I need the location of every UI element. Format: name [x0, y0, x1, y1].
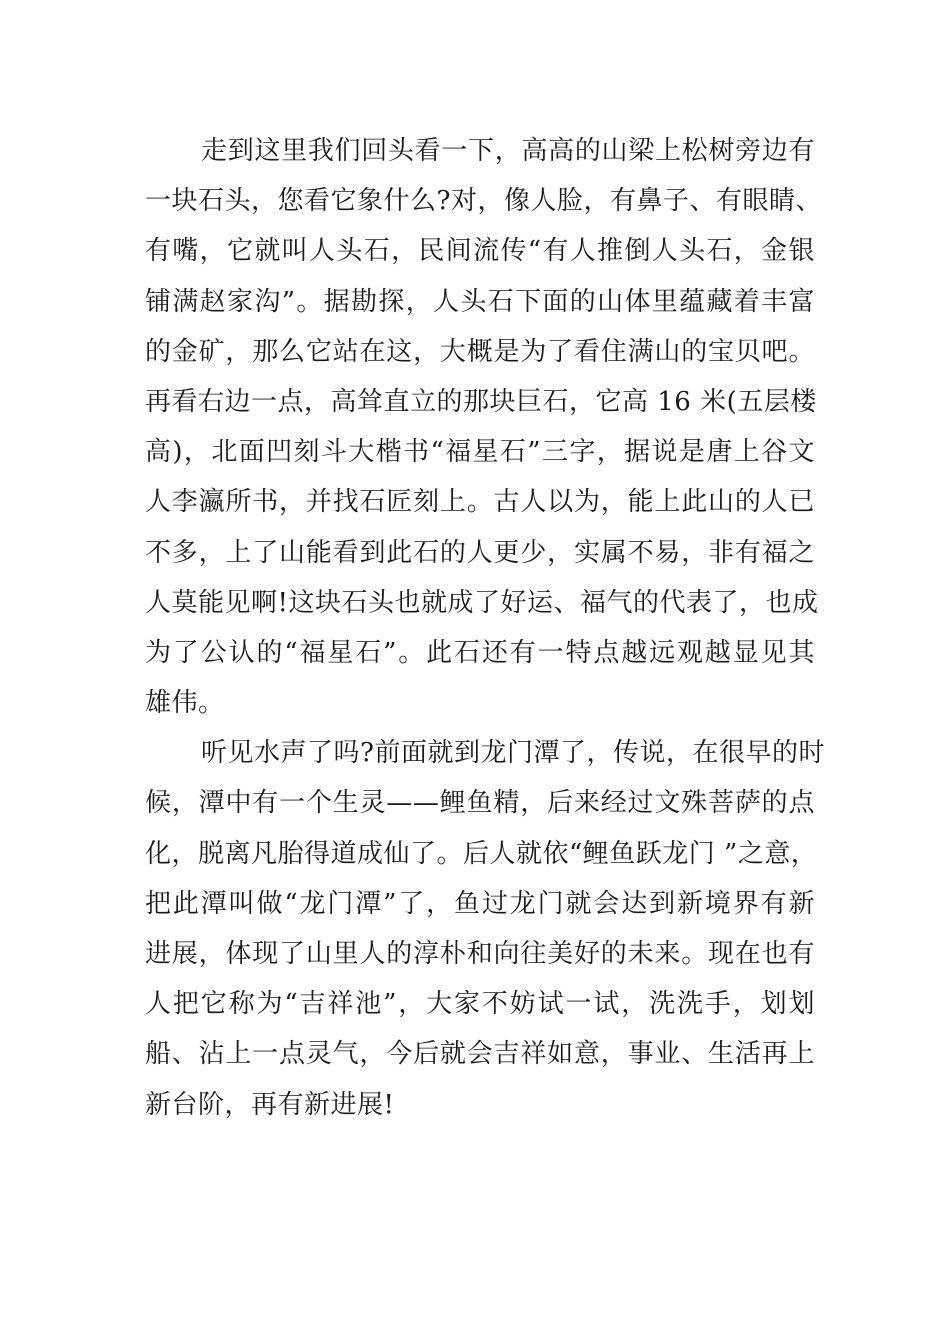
paragraph-line: 听见水声了吗?前面就到龙门潭了，传说，在很早的时 — [201, 738, 825, 769]
paragraph-line: 船、沾上一点灵气，今后就会吉祥如意，事业、生活再上 — [145, 1039, 815, 1070]
paragraph-line: 再看右边一点，高耸直立的那块巨石，它高 16 米(五层楼 — [145, 386, 817, 417]
paragraph-line: 化，脱离凡胎得道成仙了。后人就依“鲤鱼跃龙门 ”之意， — [145, 838, 818, 869]
paragraph-line: 高)，北面凹刻斗大楷书“福星石”三字，据说是唐上谷文 — [145, 437, 815, 468]
paragraph-2 — [145, 728, 825, 1130]
paragraph-line: 有嘴，它就叫人头石，民间流传“有人推倒人头石，金银 — [145, 236, 815, 267]
paragraph-line: 走到这里我们回头看一下，高高的山梁上松树旁边有 — [201, 136, 815, 166]
paragraph-line: 的金矿，那么它站在这，大概是为了看住满山的宝贝吧。 — [145, 336, 815, 367]
paragraph-line: 为了公认的“福星石”。此石还有一特点越远观越显见其 — [145, 637, 815, 668]
paragraph-line: 铺满赵家沟”。据勘探，人头石下面的山体里蕴藏着丰富 — [145, 286, 815, 317]
paragraph-line: 不多，上了山能看到此石的人更少，实属不易，非有福之 — [145, 537, 815, 568]
paragraph-line: 进展，体现了山里人的淳朴和向往美好的未来。现在也有 — [145, 939, 815, 969]
body-text — [145, 126, 825, 1130]
paragraph-line: 把此潭叫做“龙门潭”了，鱼过龙门就会达到新境界有新 — [145, 888, 815, 919]
paragraph-line: 人李瀛所书，并找石匠刻上。古人以为，能上此山的人已 — [145, 487, 815, 518]
paragraph-line: 人把它称为“吉祥池”，大家不妨试一试，洗洗手，划划 — [145, 989, 815, 1020]
paragraph-line: 候，潭中有一个生灵——鲤鱼精，后来经过文殊菩萨的点 — [145, 788, 815, 819]
paragraph-1 — [145, 126, 822, 728]
paragraph-line: 雄伟。 — [145, 688, 225, 719]
paragraph-line: 新台阶，再有新进展! — [145, 1089, 395, 1120]
paragraph-line: 人莫能见啊!这块石头也就成了好运、福气的代表了，也成 — [145, 587, 819, 618]
paragraph-line: 一块石头，您看它象什么?对，像人脸，有鼻子、有眼睛、 — [145, 186, 822, 217]
